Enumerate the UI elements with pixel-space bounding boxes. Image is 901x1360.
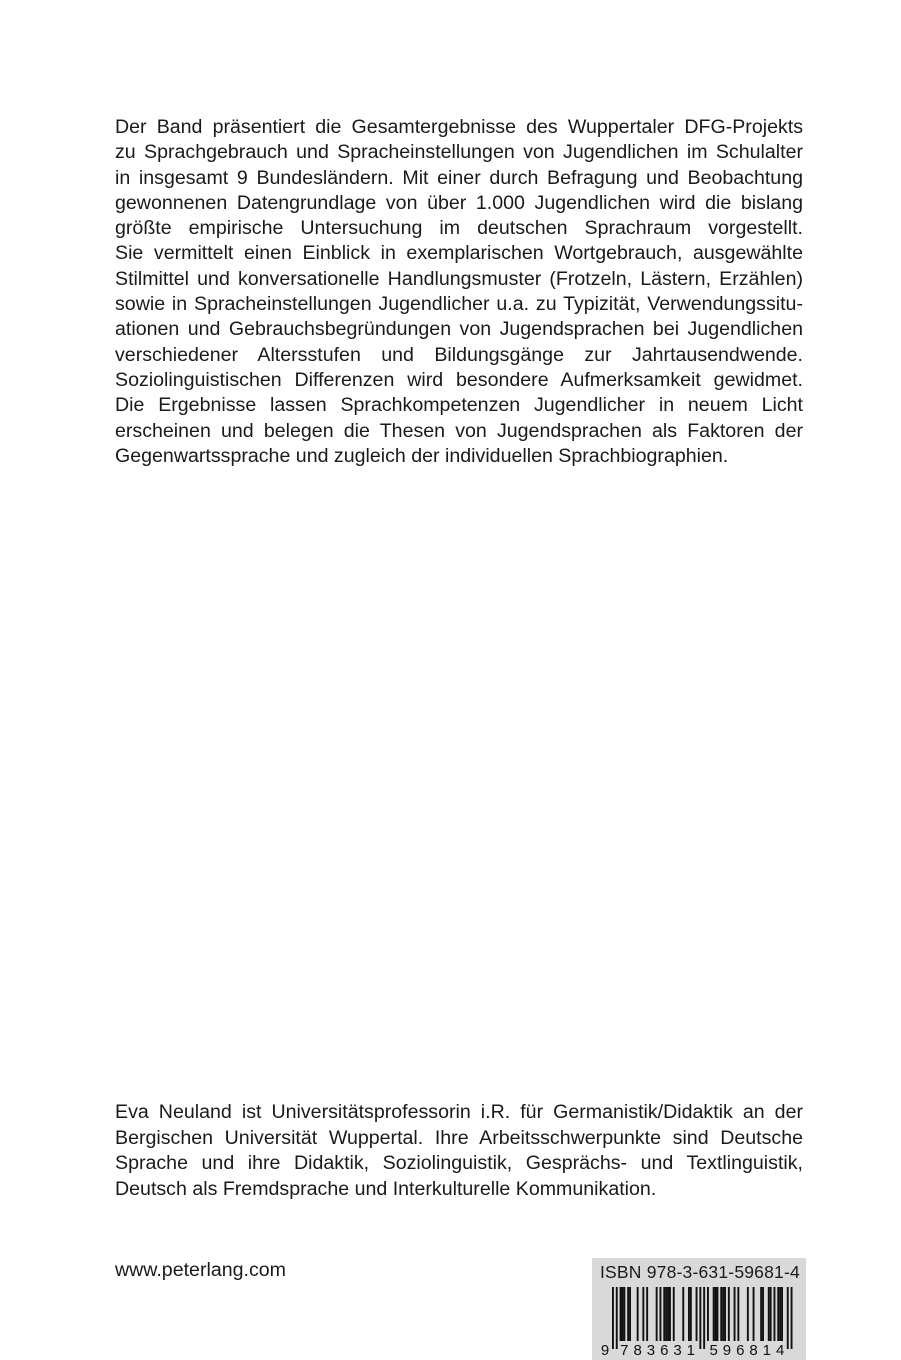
barcode-bar	[760, 1287, 762, 1341]
barcode-bar	[673, 1287, 675, 1341]
blurb-line: Soziolinguistischen Differenzen wird besondere Aufmerksamkeit gewidmet.	[115, 368, 803, 391]
barcode-bar	[774, 1287, 776, 1341]
blurb-line: ationen und Gebrauchsbegründungen von Jugendsprachen bei Jugendlichen	[115, 318, 803, 341]
publisher-website[interactable]: www.peterlang.com	[115, 1259, 286, 1281]
barcode-digit: 1	[762, 1342, 772, 1359]
barcode-bar	[629, 1287, 631, 1341]
barcode-bar	[696, 1287, 698, 1341]
blurb-line: Sie vermittelt einen Einblick in exemplarischen Wortgebrauch, ausgewählte	[115, 242, 803, 265]
barcode-bar	[753, 1287, 755, 1341]
barcode-digit: 4	[775, 1342, 785, 1359]
barcode-bar	[667, 1287, 669, 1341]
barcode-bar	[703, 1287, 705, 1349]
barcode-bar	[717, 1287, 719, 1341]
blurb-line: zu Sprachgebrauch und Spracheinstellungen von Jugendlichen im Schulalter	[115, 141, 803, 164]
barcode-bar	[622, 1287, 624, 1341]
barcode-bar	[627, 1287, 629, 1341]
author-bio	[115, 1100, 803, 1202]
author-line: Bergischen Universität Wuppertal. Ihre Arbeitsschwerpunkte sind Deutsche	[115, 1126, 803, 1149]
barcode-bar	[720, 1287, 722, 1341]
barcode-bar	[777, 1287, 779, 1341]
barcode-bar	[762, 1287, 764, 1341]
author-line: Deutsch als Fremdsprache und Interkulturelle Kommunikation.	[115, 1177, 657, 1200]
barcode-bar	[669, 1287, 671, 1341]
blurb-line: gewonnenen Datengrundlage von über 1.000 Jugendlichen wird die bislang	[115, 191, 803, 214]
barcode-bar	[620, 1287, 622, 1341]
barcode-bar	[665, 1287, 667, 1341]
blurb-line: Stilmittel und konversationelle Handlungsmuster (Frotzeln, Lästern, Erzählen)	[115, 267, 803, 290]
barcode-bar	[728, 1287, 730, 1341]
barcode-bar	[682, 1287, 684, 1341]
barcode-bar	[734, 1287, 736, 1341]
barcode-digit: 3	[646, 1342, 656, 1359]
barcode-bar	[623, 1287, 625, 1341]
author-line: Sprache und ihre Didaktik, Soziolinguistik, Gesprächs- und Textlinguistik,	[115, 1152, 803, 1175]
blurb-line: Der Band präsentiert die Gesamtergebnisse des Wuppertaler DFG-Projekts	[115, 116, 803, 138]
barcode-bar	[642, 1287, 644, 1341]
barcode-digit: 3	[673, 1342, 682, 1359]
barcode-bar	[660, 1287, 662, 1341]
barcode-bar	[724, 1287, 726, 1341]
barcode-digit: 9	[722, 1342, 732, 1359]
blurb-line: Gegenwartssprache und zugleich der individuellen Sprachbiographien.	[115, 444, 729, 467]
barcode-bar	[722, 1287, 724, 1341]
barcode-bar	[713, 1287, 715, 1341]
blurb-line: sowie in Spracheinstellungen Jugendlicher u.a. zu Typizität, Verwendungssitu-	[115, 293, 803, 316]
blurb-line: verschiedener Altersstufen und Bildungsgänge zur Jahrtausendwende.	[115, 343, 803, 366]
barcode-bar	[781, 1287, 783, 1341]
barcode-digit: 7	[620, 1342, 629, 1359]
blurb-line: in insgesamt 9 Bundesländern. Mit einer durch Befragung und Beobachtung	[115, 166, 803, 189]
barcode-bar	[688, 1287, 690, 1341]
barcode-digit: 5	[709, 1342, 718, 1359]
barcode-bar	[787, 1287, 789, 1349]
barcode-bar	[747, 1287, 749, 1341]
barcode-bar	[637, 1287, 639, 1341]
barcode-bar	[656, 1287, 658, 1341]
barcode-bar	[770, 1287, 772, 1341]
barcode-bar	[699, 1287, 701, 1349]
barcode-bar	[715, 1287, 717, 1341]
barcode-bar	[791, 1287, 793, 1349]
barcode-digit: 6	[736, 1342, 745, 1359]
barcode-bar	[646, 1287, 648, 1341]
barcode-bar	[612, 1287, 614, 1349]
barcode-icon	[598, 1285, 798, 1360]
barcode-bar	[779, 1287, 781, 1341]
barcode-bar	[737, 1287, 739, 1341]
barcode-bar	[690, 1287, 692, 1341]
barcode-digit: 1	[686, 1342, 696, 1359]
barcode-digit: 9	[600, 1342, 610, 1359]
barcode-digit: 8	[749, 1342, 758, 1359]
barcode-digit: 8	[633, 1342, 642, 1359]
blurb-line: erscheinen und belegen die Thesen von Jugendsprachen als Faktoren der	[115, 419, 803, 442]
barcode-bar	[768, 1287, 770, 1341]
barcode-bar	[663, 1287, 665, 1341]
barcode-digit: 6	[660, 1342, 669, 1359]
blurb-line: Die Ergebnisse lassen Sprachkompetenzen Jugendlicher in neuem Licht	[115, 394, 803, 417]
author-line: Eva Neuland ist Universitätsprofessorin i.R. für Germanistik/Didaktik an der	[115, 1101, 803, 1123]
isbn-barcode-panel	[592, 1258, 806, 1360]
isbn-number: ISBN 978-3-631-59681-4	[600, 1262, 800, 1282]
barcode-bar	[616, 1287, 618, 1349]
blurb-paragraph	[115, 115, 803, 469]
blurb-line: größte empirische Untersuchung im deutschen Sprachraum vorgestellt.	[115, 217, 803, 240]
barcode-bar	[707, 1287, 709, 1341]
